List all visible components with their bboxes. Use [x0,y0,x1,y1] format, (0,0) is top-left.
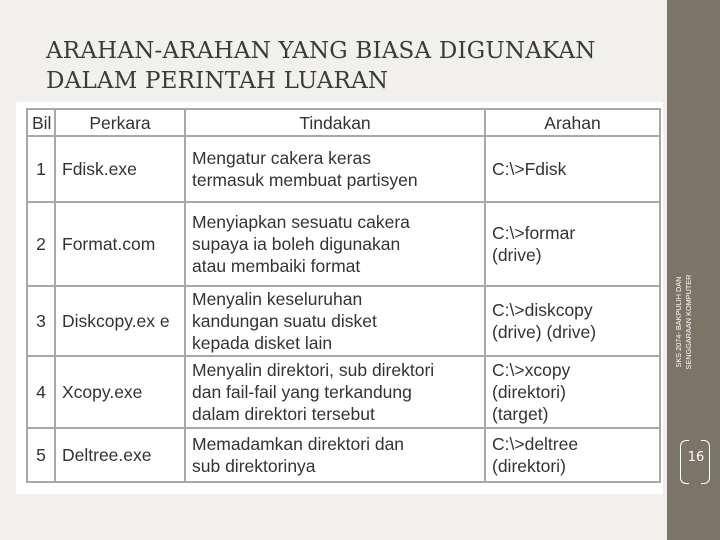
tindakan-line: dan fail-fail yang terkandung [192,382,412,402]
tindakan-line: Memadamkan direktori dan [192,434,405,454]
table-header-row [27,109,660,136]
header-bil: Bil [27,109,55,136]
cell-bil: 2 [27,202,55,286]
tindakan-line: Menyiapkan sesuatu cakera [192,212,410,232]
cell-tindakan [185,202,485,286]
tindakan-line: dalam direktori tersebut [192,404,375,424]
arahan-line: C:\>formar [492,223,576,243]
sidebar-course-label [674,262,704,382]
table-row [27,136,660,202]
tindakan-line: Mengatur cakera keras [192,148,371,168]
cell-arahan [485,428,660,482]
cell-bil: 1 [27,136,55,202]
cell-perkara: Format.com [55,202,185,286]
tindakan-line: kepada disket lain [192,333,333,353]
arahan-line: C:\>diskcopy [492,300,593,320]
cell-tindakan [185,428,485,482]
tindakan-line: termasuk membuat partisyen [192,170,418,190]
header-arahan: Arahan [485,109,660,136]
cell-perkara: Deltree.exe [55,428,185,482]
header-perkara: Perkara [55,109,185,136]
cell-perkara: Fdisk.exe [55,136,185,202]
tindakan-line: atau membaiki format [192,256,361,276]
arahan-line: (drive) (drive) [492,322,597,342]
table-row [27,202,660,286]
cell-perkara: Xcopy.exe [55,356,185,428]
command-table-frame [16,102,663,494]
tindakan-line: Menyalin keseluruhan [192,289,363,309]
cell-arahan [485,286,660,356]
command-table [26,108,661,483]
sidebar-line-1: SKS 2074- BAKPULIH DAN [674,276,683,368]
table-row [27,428,660,482]
header-tindakan: Tindakan [185,109,485,136]
arahan-line: (drive) [492,245,542,265]
tindakan-line: sub direktorinya [192,456,316,476]
tindakan-line: kandungan suatu disket [192,311,377,331]
title-line-2: DALAM PERINTAH LUARAN [46,68,389,94]
arahan-line: C:\>Fdisk [492,159,567,179]
arahan-line: C:\>deltree [492,434,579,454]
cell-bil: 5 [27,428,55,482]
page-number-badge [682,440,718,482]
cell-tindakan [185,286,485,356]
table-row [27,286,660,356]
cell-arahan [485,202,660,286]
tindakan-line: Menyalin direktori, sub direktori [192,360,435,380]
cell-arahan [485,136,660,202]
arahan-line: C:\>xcopy [492,360,571,380]
tindakan-line: supaya ia boleh digunakan [192,234,401,254]
page-number: 16 [687,450,705,465]
page-title [46,36,646,96]
cell-tindakan [185,136,485,202]
cell-perkara: Diskcopy.ex e [55,286,185,356]
cell-arahan [485,356,660,428]
sidebar-line-2: SENGGARAAN KOMPUTER [684,274,693,370]
arahan-line: (direktori) [492,456,566,476]
cell-bil: 3 [27,286,55,356]
arahan-line: (direktori) [492,382,566,402]
title-line-1: ARAHAN-ARAHAN YANG BIASA DIGUNAKAN [46,38,596,64]
arahan-line: (target) [492,404,549,424]
table-row [27,356,660,428]
cell-tindakan [185,356,485,428]
cell-bil: 4 [27,356,55,428]
